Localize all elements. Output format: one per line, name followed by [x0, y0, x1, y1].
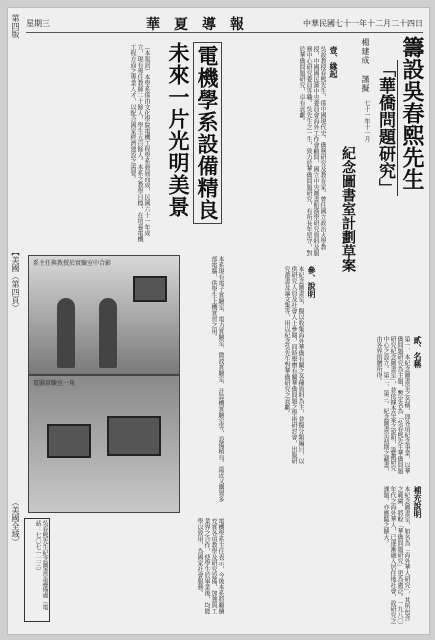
article-body-1: （本報訊）本學系係由文化學院電機工程學系發展而成，民國六十一年成立，現有專任教師二十餘人，學生五百餘人。本系之教學目標，在培養電機工程方面之專業人才，以配合國家經濟建設之需要。 [129, 44, 150, 242]
section-heading-4: 補充說明 [413, 486, 423, 518]
photo-caption-1: 系主任與教授於實驗室中合影 [33, 260, 112, 267]
electrical-dept-article [20, 40, 226, 626]
weekday: 星期三 [26, 19, 50, 28]
person-figure [57, 298, 75, 368]
newspaper-page [8, 8, 429, 634]
photo-caption-2: 電腦實驗室一角 [33, 380, 76, 387]
photo-professors [28, 255, 180, 375]
library-plan-article [230, 36, 426, 626]
side-label-top: 第四版 [11, 14, 20, 38]
section-body-2: 第一、本紀念圖書室之名稱，即各項紀念事業，以華僑問題研究為主題，暫定名為「吳春熙先生華僑問題研究紀念圖書室」，並依據本草案之說明，籌劃研究中心之設立。第二、第三、紀念圖書室初期之藏書，由各界捐贈所得。 [375, 336, 410, 474]
section-heading-2: 貳、名稱 [413, 336, 423, 368]
section-body-1: 吳故教授春熙先生，係中國現代史、僑務研究及教育家。曾任國立政治大學教授，中國國民黨中央委員會海外工作會顧問，國立中央圖書館漢學研究資料及服務中心研究委員等職。吳先生之一生，致力於華僑問題研究，有所長年堅守，對於華僑問題研究，卓有貢獻。 [298, 46, 326, 256]
headline-name: 籌設吳春熙先生 [399, 36, 425, 190]
issue-date: 中華民國七十一年十二月二十四日 [303, 19, 423, 28]
computer-monitor [47, 424, 91, 458]
article-body-2: 本系現有電子實驗室、電力實驗室、微波實驗室、計算機實驗室等，設備精良。最近又購置多部電腦，供學生上機實習之用。 [210, 256, 224, 502]
person-figure [99, 298, 117, 368]
byline: 楊建成 謹擬 [361, 38, 370, 93]
headline-equipment: 電機學系設備精良 [193, 42, 222, 224]
side-label-middle: 【美國（第四頁） [11, 248, 20, 312]
memorial-library-notice: 吳春熙先生紀念圖書室籌備處（電話：七〇七一二三） [24, 518, 50, 622]
masthead [26, 14, 423, 33]
section-heading-1: 壹、緣起 [329, 46, 339, 78]
headline-plan: 紀念圖書室計劃草案 [340, 146, 356, 272]
paper-name: 華夏導報 [146, 17, 258, 33]
equipment-panel [133, 276, 167, 302]
byline-date: 七十一年十一月 [363, 100, 370, 142]
computer-monitor [107, 416, 161, 456]
section-heading-3: 參、說明 [307, 266, 317, 298]
side-label-bottom: （美國全域） [11, 498, 20, 546]
headline-future: 未來一片光明美景 [166, 42, 191, 218]
section-body-4: 本紀念圖書室，如名為「海外華人研究」，其所包含之範圍，將較「華僑問題研究」更為廣泛。一九八〇年代之海外華人，已逐漸融入居住地社會，故研究之課題，亦應隨之擴大。 [382, 486, 410, 624]
section-body-3: 本紀念圖書室，擬以收集海外華僑有關之各種資料為主，並擬分類編目，以供研究人員及社會人士參閱，同時舉辦有關華僑問題之學術研討會，出版研究叢書及論文集等，用以紀念吳先生對華僑研究之貢獻。 [283, 266, 304, 464]
article-body-3: 電機學系主任表示，今後本系將繼續充實各項教學及研究設備，加強與工業界之合作，使學生於畢業後，均能學以致用，為國家社會服務。 [196, 518, 224, 614]
photo-computer-lab [28, 375, 180, 513]
headline-topic: 「華僑問題研究」 [375, 60, 398, 196]
